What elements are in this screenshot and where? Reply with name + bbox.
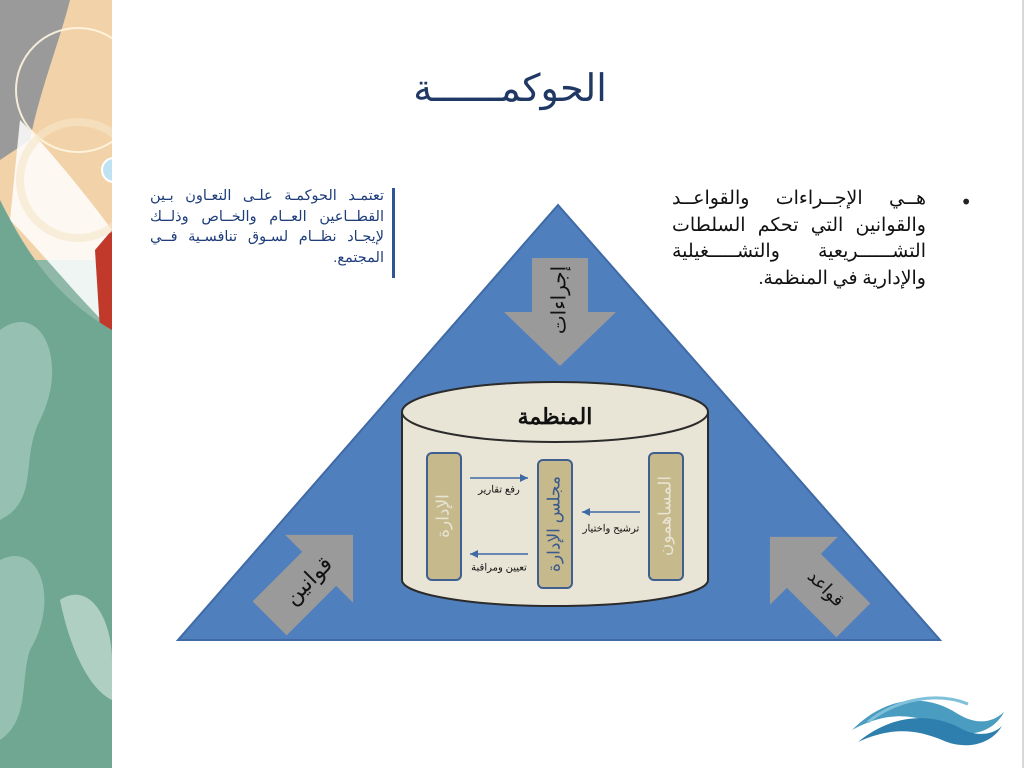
appoint-monitor-flow xyxy=(470,550,528,574)
shareholders-label: المساهمون xyxy=(655,475,675,557)
board-box xyxy=(538,460,572,588)
bullet-marker-icon: • xyxy=(960,190,972,214)
organization-label: المنظمة xyxy=(517,403,593,429)
definition-text: هــي الإجــراءات والقواعــد والقوانين التي تحكم السلطات التشــــــريعية والتشـــــغيلية والإدارية في المنظمة. xyxy=(672,188,926,289)
management-box xyxy=(427,453,461,580)
appoint-monitor-label: تعيين ومراقبة xyxy=(471,562,527,574)
rules-label: قواعد xyxy=(803,566,849,611)
wave-logo xyxy=(848,684,1008,754)
procedures-label: إجراءات xyxy=(548,265,571,335)
side-note: تعتمـد الحوكمـة علـى التعـاون بـين القطــاعين العــام والخــاص وذلــك لإيجـاد نظــام لسـوق تنافسـية فــي المجتمع. xyxy=(150,188,384,266)
board-label: مجلس الإدارة xyxy=(544,476,564,572)
nominate-select-label: ترشيح واختيار xyxy=(582,523,640,535)
laws-label: قوانين xyxy=(278,551,338,610)
reports-label: رفع تقارير xyxy=(478,484,520,496)
management-label: الإدارة xyxy=(433,494,453,538)
slide-title: الحوكمــــــة xyxy=(413,66,607,110)
shareholders-box xyxy=(649,453,683,580)
